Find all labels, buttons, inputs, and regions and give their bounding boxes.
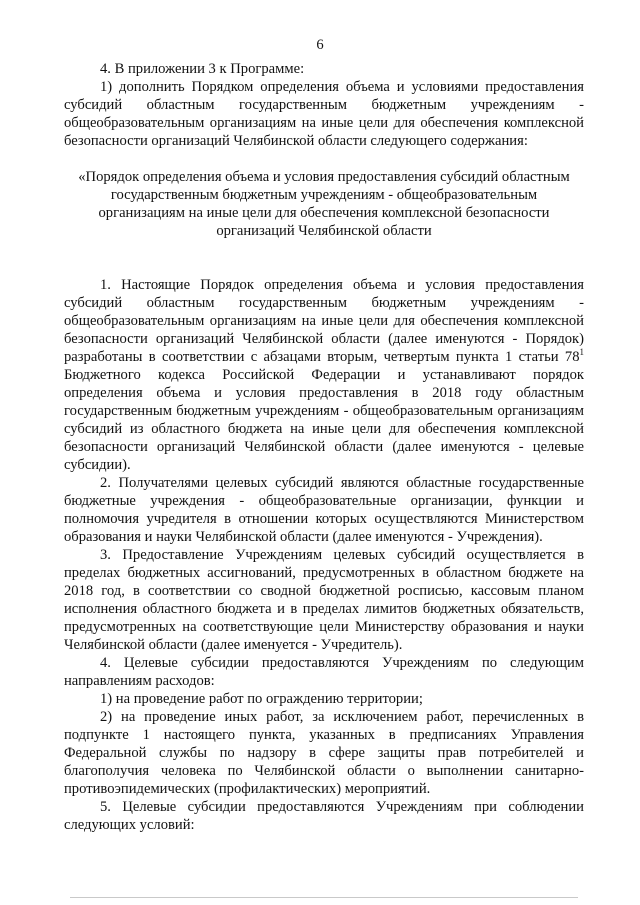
paragraph-4-item-1: 1) на проведение работ по ограждению территории;	[100, 691, 423, 707]
document-body	[64, 60, 584, 834]
paragraph-2: 2. Получателями целевых субсидий являются областные государственные бюджетные учреждения - общеобразовательные организации, функции и полномочия учредителя в отношении которых осуществляются Министерством образования и науки Челябинской области (далее именуются - Учреждения).	[64, 475, 584, 545]
order-title-line: государственным бюджетным учреждениям - общеобразовательным	[110, 187, 538, 203]
paragraph-4-item-2: 2) на проведение иных работ, за исключением работ, перечисленных в подпункте 1 настоящего пункта, указанных в предписаниях Управления Федеральной службы по надзору в сфере защиты прав потребителей и благополучия человека по Челябинской области о выполнении санитарно-противоэпидемических (профилактических) мероприятий.	[64, 709, 584, 797]
order-title-line: организациям на иные цели для обеспечения комплексной безопасности	[98, 205, 550, 221]
paragraph-3: 3. Предоставление Учреждениям целевых субсидий осуществляется в пределах бюджетных ассигнований, предусмотренных в областном бюджете на 2018 год, в соответствии со сводной бюджетной росписью, кассовым планом исполнения областного бюджета и в пределах лимитов бюджетных обязательств, предусмотренных на соответствующие цели Министерству образования и науки Челябинской области (далее именуется - Учредитель).	[64, 547, 584, 653]
intro-heading: 4. В приложении 3 к Программе:	[100, 61, 305, 77]
paragraph-1	[64, 276, 584, 474]
paragraph-1-part-b: Бюджетного кодекса Российской Федерации и устанавливают порядок определения объема и условия предоставления в 2018 году областным государственным бюджетным учреждениям - общеобразовательным организациям субсидий из областного бюджета на иные цели для обеспечения комплексной безопасности организаций Челябинской области (далее именуются - целевые субсидии).	[64, 367, 584, 473]
order-title-line: организаций Челябинской области	[216, 223, 432, 239]
page-number: 6	[316, 37, 324, 53]
intro-item: 1) дополнить Порядком определения объема и условиями предоставления субсидий областным государственным бюджетным учреждениям - общеобразовательным организациям на иные цели для обеспечения комплексной безопасности организаций Челябинской области следующего содержания:	[64, 79, 584, 149]
article-superscript: 1	[579, 347, 584, 358]
order-title	[64, 168, 584, 240]
paragraph-5: 5. Целевые субсидии предоставляются Учреждениям при соблюдении следующих условий:	[64, 799, 584, 833]
order-title-line: «Порядок определения объема и условия предоставления субсидий областным	[78, 169, 570, 185]
page-bottom-rule	[70, 897, 578, 898]
paragraph-1-part-a: 1. Настоящие Порядок определения объема и условия предоставления субсидий областным государственным бюджетным учреждениям - общеобразовательным организациям на иные цели для обеспечения комплексной безопасности организаций Челябинской области (далее именуются - Порядок) разработаны в соответствии с абзацами вторым, четвертым пункта 1 статьи 78	[64, 277, 584, 365]
paragraph-4: 4. Целевые субсидии предоставляются Учреждениям по следующим направлениям расходов:	[64, 655, 584, 689]
